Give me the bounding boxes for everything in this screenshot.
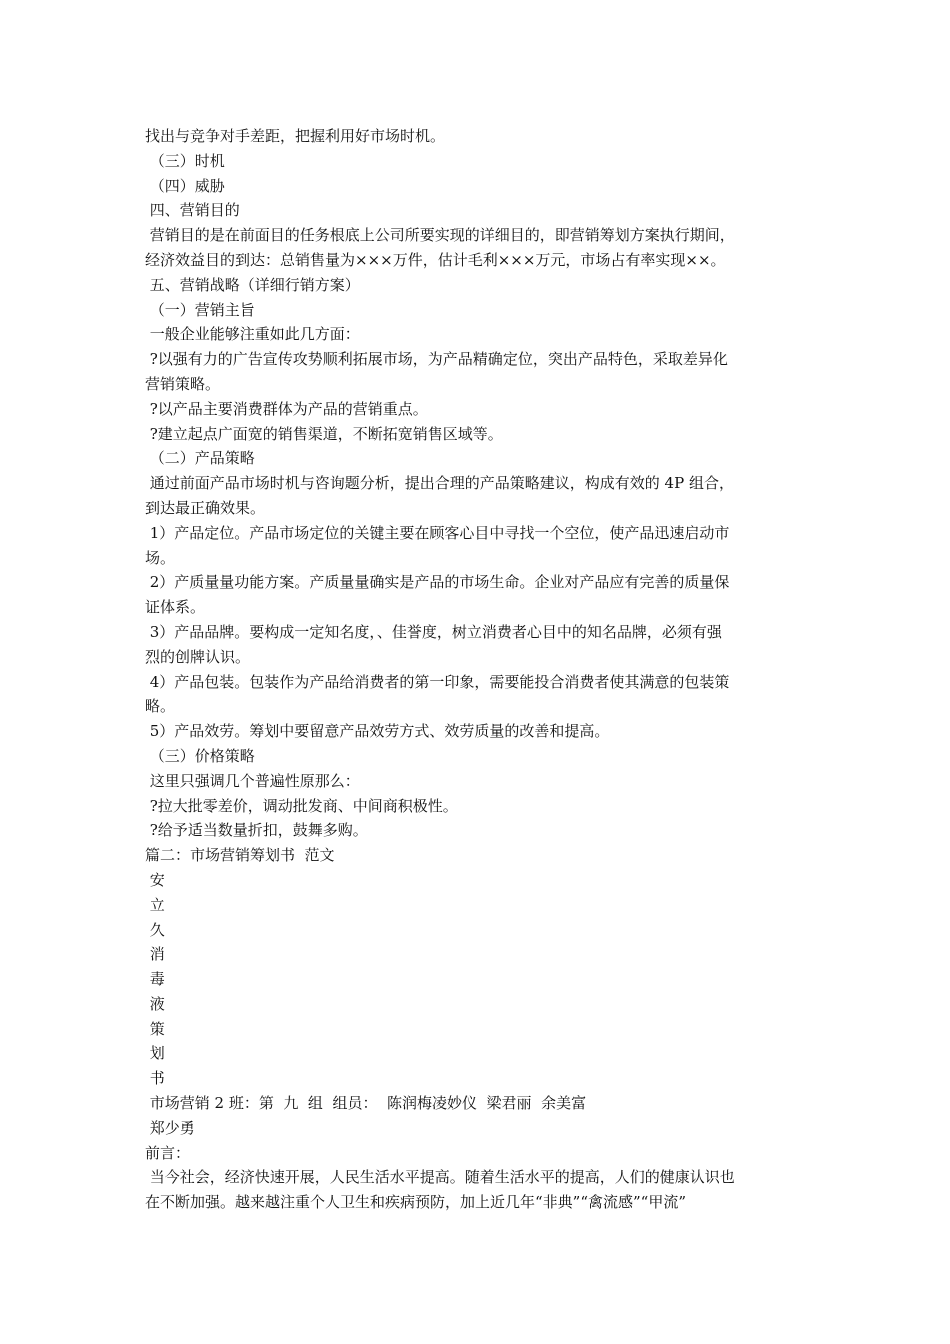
- text-line: 烈的创牌认识。: [145, 647, 251, 666]
- text-line: ?拉大批零差价，调动批发商、中间商积极性。: [145, 796, 458, 815]
- text-line: 前言：: [145, 1143, 191, 1162]
- text-line: 证体系。: [145, 598, 206, 617]
- document-body: [145, 124, 810, 1215]
- text-line: ?建立起点广面宽的销售渠道，不断拓宽销售区域等。: [145, 424, 503, 443]
- text-line: 市场营销 2 班：第 九 组 组员： 陈润梅凌妙仪 梁君丽 余美富: [145, 1094, 587, 1113]
- text-line: （一）营销主旨: [145, 300, 255, 319]
- text-line: 划: [145, 1044, 165, 1063]
- text-line: （四）威胁: [145, 176, 225, 195]
- text-line: 毒: [145, 970, 165, 989]
- text-line: 篇二：市场营销筹划书 范文: [145, 846, 335, 865]
- text-line: 立: [145, 895, 165, 914]
- text-line: 消: [145, 945, 165, 964]
- text-line: 策: [145, 1019, 165, 1038]
- text-line: 5）产品效劳。筹划中要留意产品效劳方式、效劳质量的改善和提高。: [145, 722, 610, 741]
- text-line: 略。: [145, 697, 176, 716]
- text-line: 郑少勇: [145, 1118, 195, 1137]
- text-line: ?给予适当数量折扣，鼓舞多购。: [145, 821, 368, 840]
- text-line: 通过前面产品市场时机与咨询题分析，提出合理的产品策略建议，构成有效的 4P 组合，: [145, 474, 734, 493]
- text-line: 2）产质量量功能方案。产质量量确实是产品的市场生命。企业对产品应有完善的质量保: [145, 573, 730, 592]
- text-line: 书: [145, 1069, 165, 1088]
- text-line: 到达最正确效果。: [145, 498, 266, 517]
- text-line: 当今社会，经济快速开展，人民生活水平提高。随着生活水平的提高，人们的健康认识也: [145, 1168, 735, 1187]
- text-line: 营销策略。: [145, 374, 221, 393]
- text-line: （三）价格策略: [145, 746, 255, 765]
- text-line: 3）产品品牌。要构成一定知名度，、佳誉度，树立消费者心目中的知名品牌，必须有强: [145, 622, 722, 641]
- text-line: 找出与竞争对手差距，把握利用好市场时机。: [145, 127, 446, 145]
- text-line: 液: [145, 994, 165, 1013]
- text-line: （二）产品策略: [145, 449, 255, 468]
- text-line: 场。: [145, 548, 176, 567]
- text-line: ?以强有力的广告宣传攻势顺利拓展市场，为产品精确定位，突出产品特色，采取差异化: [145, 350, 728, 369]
- text-line: 经济效益目的到达：总销售量为×××万件，估计毛利×××万元，市场占有率实现××。: [145, 250, 726, 269]
- text-line: 1）产品定位。产品市场定位的关键主要在顾客心目中寻找一个空位，使产品迅速启动市: [145, 523, 730, 542]
- text-line: 久: [145, 920, 165, 939]
- text-line: （三）时机: [145, 151, 225, 170]
- text-line: 安: [145, 870, 165, 889]
- text-line: 这里只强调几个普遍性原那么：: [145, 771, 360, 790]
- text-line: 营销目的是在前面目的任务根底上公司所要实现的详细目的，即营销筹划方案执行期间，: [145, 226, 735, 245]
- text-line: 五、营销战略（详细行销方案）: [145, 275, 360, 294]
- text-line: 4）产品包装。包装作为产品给消费者的第一印象，需要能投合消费者使其满意的包装策: [145, 672, 730, 691]
- text-line: 在不断加强。越来越注重个人卫生和疾病预防，加上近几年“非典”“禽流感”“甲流”: [145, 1193, 687, 1212]
- text-line: 一般企业能够注重如此几方面：: [145, 325, 360, 344]
- text-line: ?以产品主要消费群体为产品的营销重点。: [145, 399, 428, 418]
- text-line: 四、营销目的: [145, 201, 240, 220]
